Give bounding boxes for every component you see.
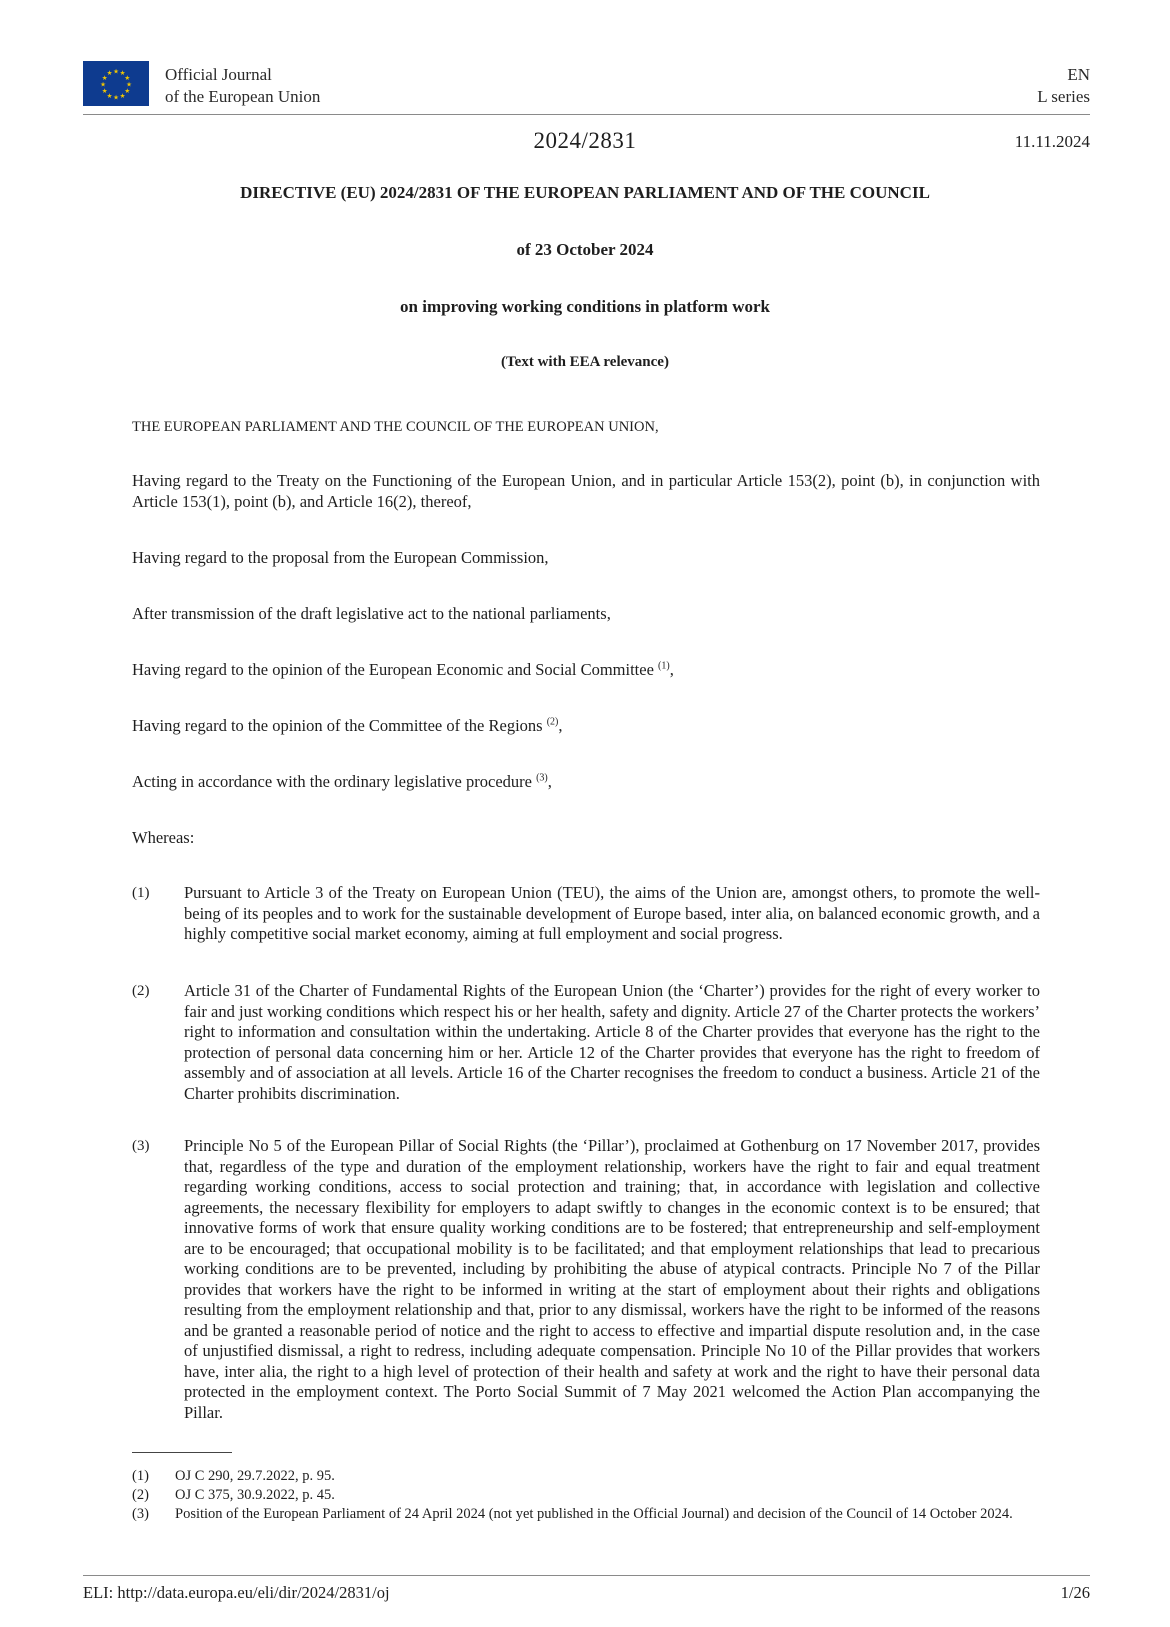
comma: , bbox=[558, 716, 563, 735]
citation-proposal: Having regard to the proposal from the European Commission, bbox=[132, 548, 549, 567]
eu-flag-icon bbox=[83, 61, 149, 106]
language-code: EN bbox=[1067, 65, 1090, 84]
whereas-heading: Whereas: bbox=[132, 828, 195, 847]
language-series bbox=[1037, 64, 1090, 108]
recital-text: Principle No 5 of the European Pillar of Social Rights (the ‘Pillar’), proclaimed at Gothenburg on 17 November 2017, provides that, regardless of the type and duration of the employment relationship, workers have the right to fair and equal treatment regarding working conditions, access to social protection and training; that, in accordance with legislation and collective agreements, the necessary flexibility for employers to adapt swiftly to changes in the economic context is to be ensured; that innovative forms of work that ensure quality working conditions are to be fostered; that entrepreneurship and self-employment are to be encouraged; that occupational mobility is to be facilitated; and that employment relationships that lead to precarious working conditions are to be prevented, including by prohibiting the abuse of atypical contracts. Principle No 7 of the Pillar provides that workers have the right to be informed in writing at the start of employment about their rights and obligations resulting from the employment relationship and that, prior to any dismissal, workers have the right to be informed of the reasons and be granted a reasonable period of notice and the right to access to effective and impartial dispute resolution and, in the case of unjustified dismissal, a right to redress, including adequate compensation. Principle No 10 of the Pillar provides that workers have, inter alia, the right to a high level of protection of their health and safety at work and the right to have their personal data protected in the employment context. The Porto Social Summit of 7 May 2021 welcomed the Action Plan accompanying the Pillar. bbox=[184, 1136, 1040, 1422]
footnote-ref: (3) bbox=[132, 1506, 149, 1522]
document-title: DIRECTIVE (EU) 2024/2831 OF THE EUROPEAN PARLIAMENT AND OF THE COUNCIL bbox=[240, 183, 930, 202]
svg-text:★: ★ bbox=[106, 91, 113, 100]
svg-text:★: ★ bbox=[119, 69, 126, 78]
footnote-text: OJ C 375, 30.9.2022, p. 45. bbox=[175, 1487, 335, 1503]
citation-transmission: After transmission of the draft legislative act to the national parliaments, bbox=[132, 604, 611, 623]
eea-relevance: (Text with EEA relevance) bbox=[501, 354, 669, 370]
svg-text:★: ★ bbox=[101, 87, 108, 95]
citation-cor bbox=[132, 716, 1040, 737]
document-of-date: of 23 October 2024 bbox=[516, 240, 654, 259]
footnote-ref: (2) bbox=[132, 1487, 149, 1503]
svg-text:★: ★ bbox=[113, 93, 119, 102]
recital-number: (1) bbox=[132, 885, 150, 901]
journal-name bbox=[165, 64, 320, 108]
comma: , bbox=[669, 660, 674, 679]
citation-eesc-text: Having regard to the opinion of the European Economic and Social Committee bbox=[132, 660, 654, 679]
svg-text:★: ★ bbox=[124, 87, 131, 95]
document-subject: on improving working conditions in platform work bbox=[400, 297, 770, 316]
citation-treaty: Having regard to the Treaty on the Functioning of the European Union, and in particular Article 153(2), point (b), in conjunction with Article 153(1), point (b), and Article 16(2), thereof, bbox=[132, 471, 1040, 511]
header-divider bbox=[83, 114, 1090, 115]
citation-procedure bbox=[132, 772, 1040, 793]
svg-text:★: ★ bbox=[100, 80, 106, 89]
footnote-divider bbox=[132, 1452, 232, 1453]
svg-text:★: ★ bbox=[106, 69, 113, 78]
svg-text:★: ★ bbox=[124, 74, 131, 82]
footnote-ref-3[interactable]: (3) bbox=[536, 772, 548, 784]
svg-text:★: ★ bbox=[126, 80, 132, 89]
footnote-text: Position of the European Parliament of 24 April 2024 (not yet published in the Official Journal) and decision of the Council of 14 October 2024. bbox=[175, 1506, 1013, 1522]
svg-text:★: ★ bbox=[113, 67, 119, 76]
footer-divider bbox=[83, 1575, 1090, 1576]
citation-cor-text: Having regard to the opinion of the Committee of the Regions bbox=[132, 716, 543, 735]
recital-number: (3) bbox=[132, 1138, 150, 1154]
comma: , bbox=[547, 772, 552, 791]
footnote-ref-1[interactable]: (1) bbox=[658, 660, 670, 672]
eu-stars-icon bbox=[83, 61, 149, 106]
recital-text: Pursuant to Article 3 of the Treaty on European Union (TEU), the aims of the Union are, amongst others, to promote the well-being of its peoples and to work for the sustainable development of Europe based, inter alia, on balanced economic growth, and a highly competitive social market economy, aiming at full employment and social progress. bbox=[184, 883, 1040, 943]
journal-line-2: of the European Union bbox=[165, 87, 321, 106]
citation-eesc bbox=[132, 660, 1040, 681]
eli-link[interactable]: ELI: http://data.europa.eu/eli/dir/2024/2831/oj bbox=[83, 1583, 390, 1602]
footnote-ref-2[interactable]: (2) bbox=[546, 716, 559, 728]
recital-text: Article 31 of the Charter of Fundamental Rights of the European Union (the ‘Charter’) provides for the right of every worker to fair and just working conditions which respect his or her health, safety and dignity. Article 27 of the Charter protects the workers’ right to information and consultation within the undertaking. Article 8 of the Charter provides that everyone has the right to the protection of personal data concerning him or her. Article 12 of the Charter provides that everyone has the right to freedom of assembly and of association at all levels. Article 16 of the Charter recognises the freedom to conduct a business. Article 21 of the Charter prohibits discrimination. bbox=[184, 981, 1040, 1103]
svg-text:★: ★ bbox=[119, 91, 126, 100]
publication-date: 11.11.2024 bbox=[1014, 132, 1090, 151]
citation-procedure-text: Acting in accordance with the ordinary legislative procedure bbox=[132, 772, 532, 791]
page-number: 1/26 bbox=[1060, 1583, 1090, 1602]
recital-number: (2) bbox=[132, 983, 150, 999]
footnote-ref: (1) bbox=[132, 1468, 149, 1484]
svg-text:★: ★ bbox=[101, 74, 108, 82]
document-number: 2024/2831 bbox=[533, 128, 637, 153]
footnote-text: OJ C 290, 29.7.2022, p. 95. bbox=[175, 1468, 335, 1484]
series-label: L series bbox=[1037, 87, 1090, 106]
journal-line-1: Official Journal bbox=[165, 65, 272, 84]
enacting-authors: THE EUROPEAN PARLIAMENT AND THE COUNCIL OF THE EUROPEAN UNION, bbox=[132, 419, 659, 435]
